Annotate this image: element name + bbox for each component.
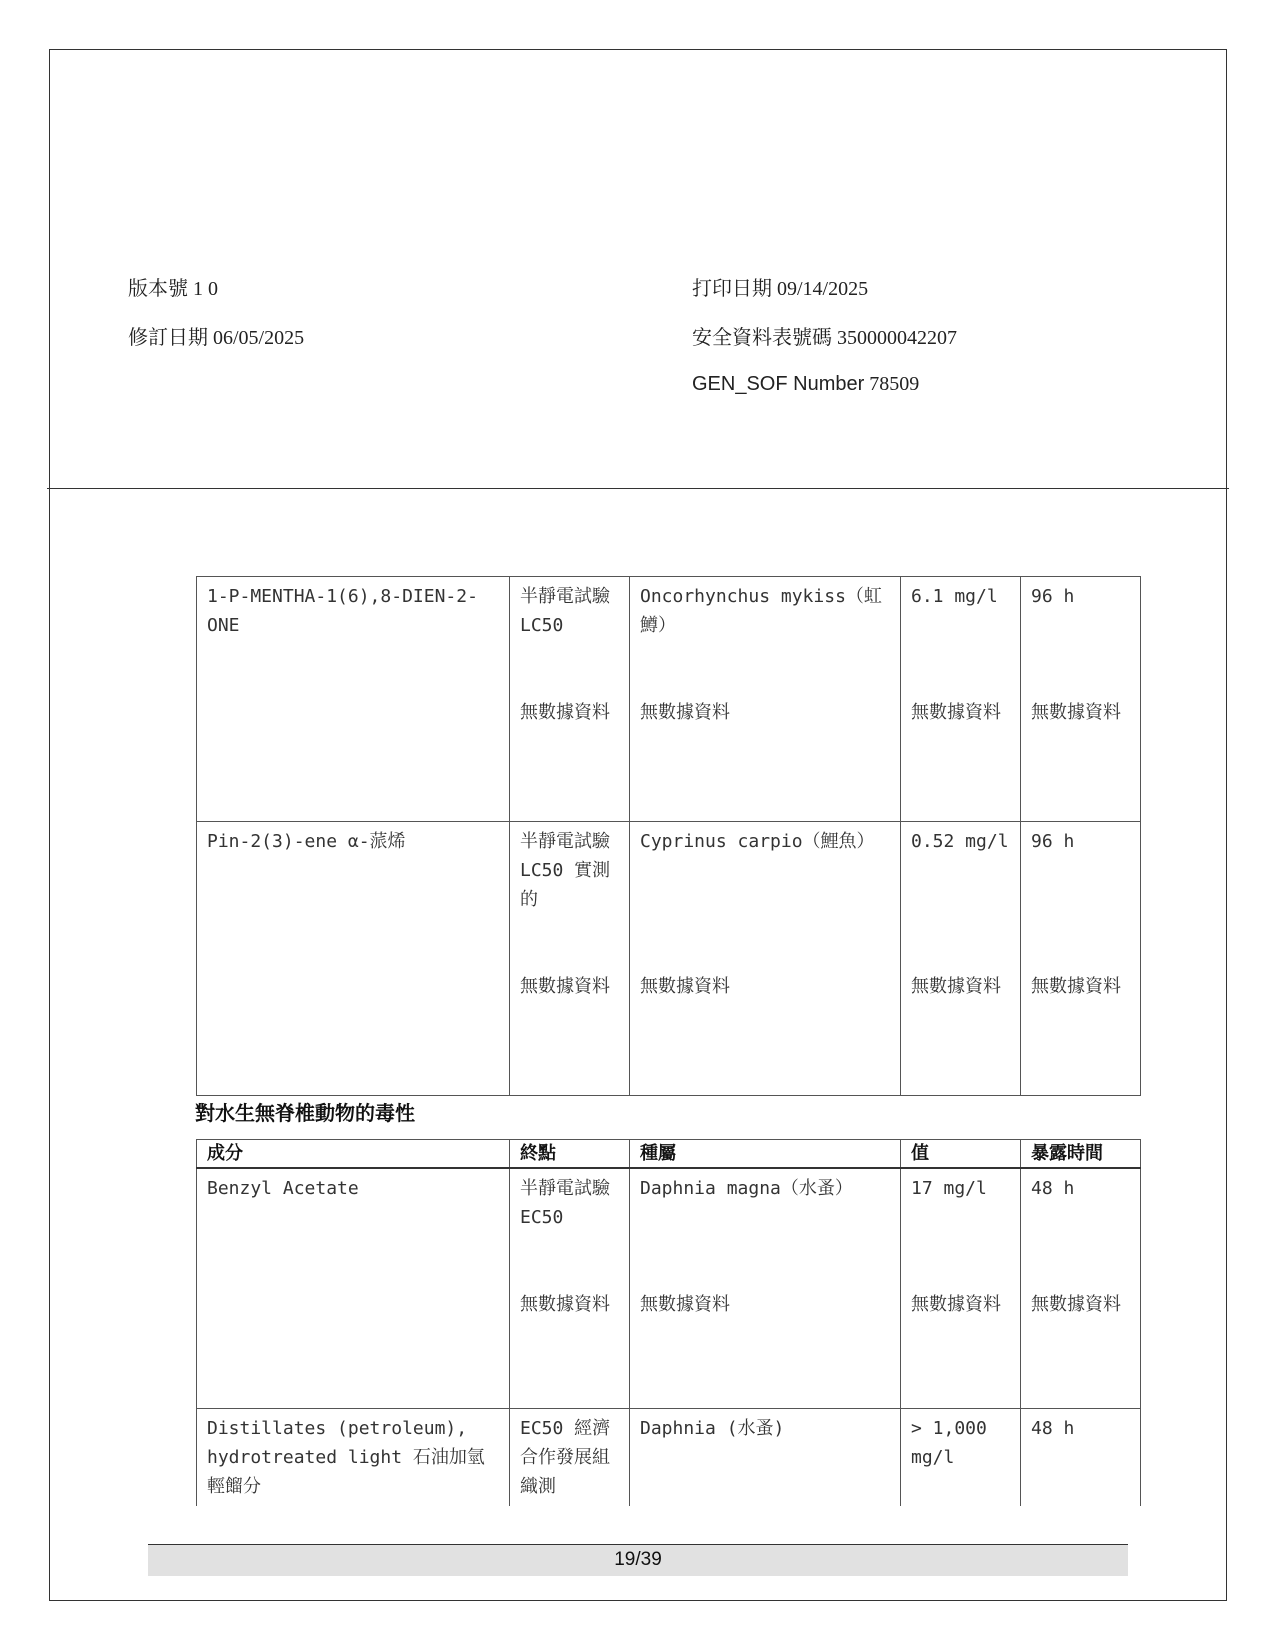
page-footer: [148, 1544, 1128, 1576]
value-cell: 0.52 mg/l 無數據資料: [901, 822, 1021, 1096]
table-row: [197, 1168, 1141, 1408]
value-cell: 6.1 mg/l 無數據資料: [901, 577, 1021, 822]
header-divider: [47, 488, 1229, 489]
species-cell: Daphnia (水蚤): [630, 1408, 901, 1506]
species-cell: Daphnia magna（水蚤） 無數據資料: [630, 1168, 901, 1408]
invertebrate-toxicity-table: [196, 1139, 1141, 1506]
gen-sof-label: GEN_SOF Number: [692, 373, 865, 395]
table-row: [197, 1408, 1141, 1506]
version-number: 版本號 1 0: [128, 278, 218, 300]
page-number: 19/39: [614, 1549, 662, 1570]
value-cell: 17 mg/l 無數據資料: [901, 1168, 1021, 1408]
substance-cell: 1-P-MENTHA-1(6),8-DIEN-2-ONE: [197, 577, 510, 822]
time-cell: 96 h 無數據資料: [1021, 577, 1141, 822]
column-header-value: 值: [901, 1140, 1021, 1169]
endpoint-cell: 半靜電試驗 LC50 無數據資料: [510, 577, 630, 822]
time-cell: 48 h: [1021, 1408, 1141, 1506]
invertebrate-toxicity-title: 對水生無脊椎動物的毒性: [195, 1103, 415, 1125]
substance-cell: Benzyl Acetate: [197, 1168, 510, 1408]
substance-cell: Pin-2(3)-ene α-蒎烯: [197, 822, 510, 1096]
time-cell: 96 h 無數據資料: [1021, 822, 1141, 1096]
print-date: 打印日期 09/14/2025: [692, 278, 869, 300]
revision-date: 修訂日期 06/05/2025: [128, 327, 305, 349]
species-cell: Oncorhynchus mykiss（虹鱒） 無數據資料: [630, 577, 901, 822]
gen-sof-value: 78509: [869, 373, 920, 395]
column-header-substance: 成分: [197, 1140, 510, 1169]
endpoint-cell: 半靜電試驗 LC50 實測的 無數據資料: [510, 822, 630, 1096]
table-header-row: [197, 1140, 1141, 1169]
species-cell: Cyprinus carpio（鯉魚） 無數據資料: [630, 822, 901, 1096]
time-cell: 48 h 無數據資料: [1021, 1168, 1141, 1408]
table-row: [197, 822, 1141, 1096]
endpoint-cell: EC50 經濟合作發展組織測: [510, 1408, 630, 1506]
fish-toxicity-table: [196, 576, 1141, 1096]
table-row: [197, 577, 1141, 822]
column-header-species: 種屬: [630, 1140, 901, 1169]
gen-sof-number: [692, 372, 919, 396]
value-cell: > 1,000 mg/l: [901, 1408, 1021, 1506]
column-header-endpoint: 終點: [510, 1140, 630, 1169]
endpoint-cell: 半靜電試驗 EC50 無數據資料: [510, 1168, 630, 1408]
sds-number: 安全資料表號碼 350000042207: [692, 327, 957, 349]
substance-cell: Distillates (petroleum), hydrotreated light 石油加氫輕餾分: [197, 1408, 510, 1506]
column-header-exposure-time: 暴露時間: [1021, 1140, 1141, 1169]
